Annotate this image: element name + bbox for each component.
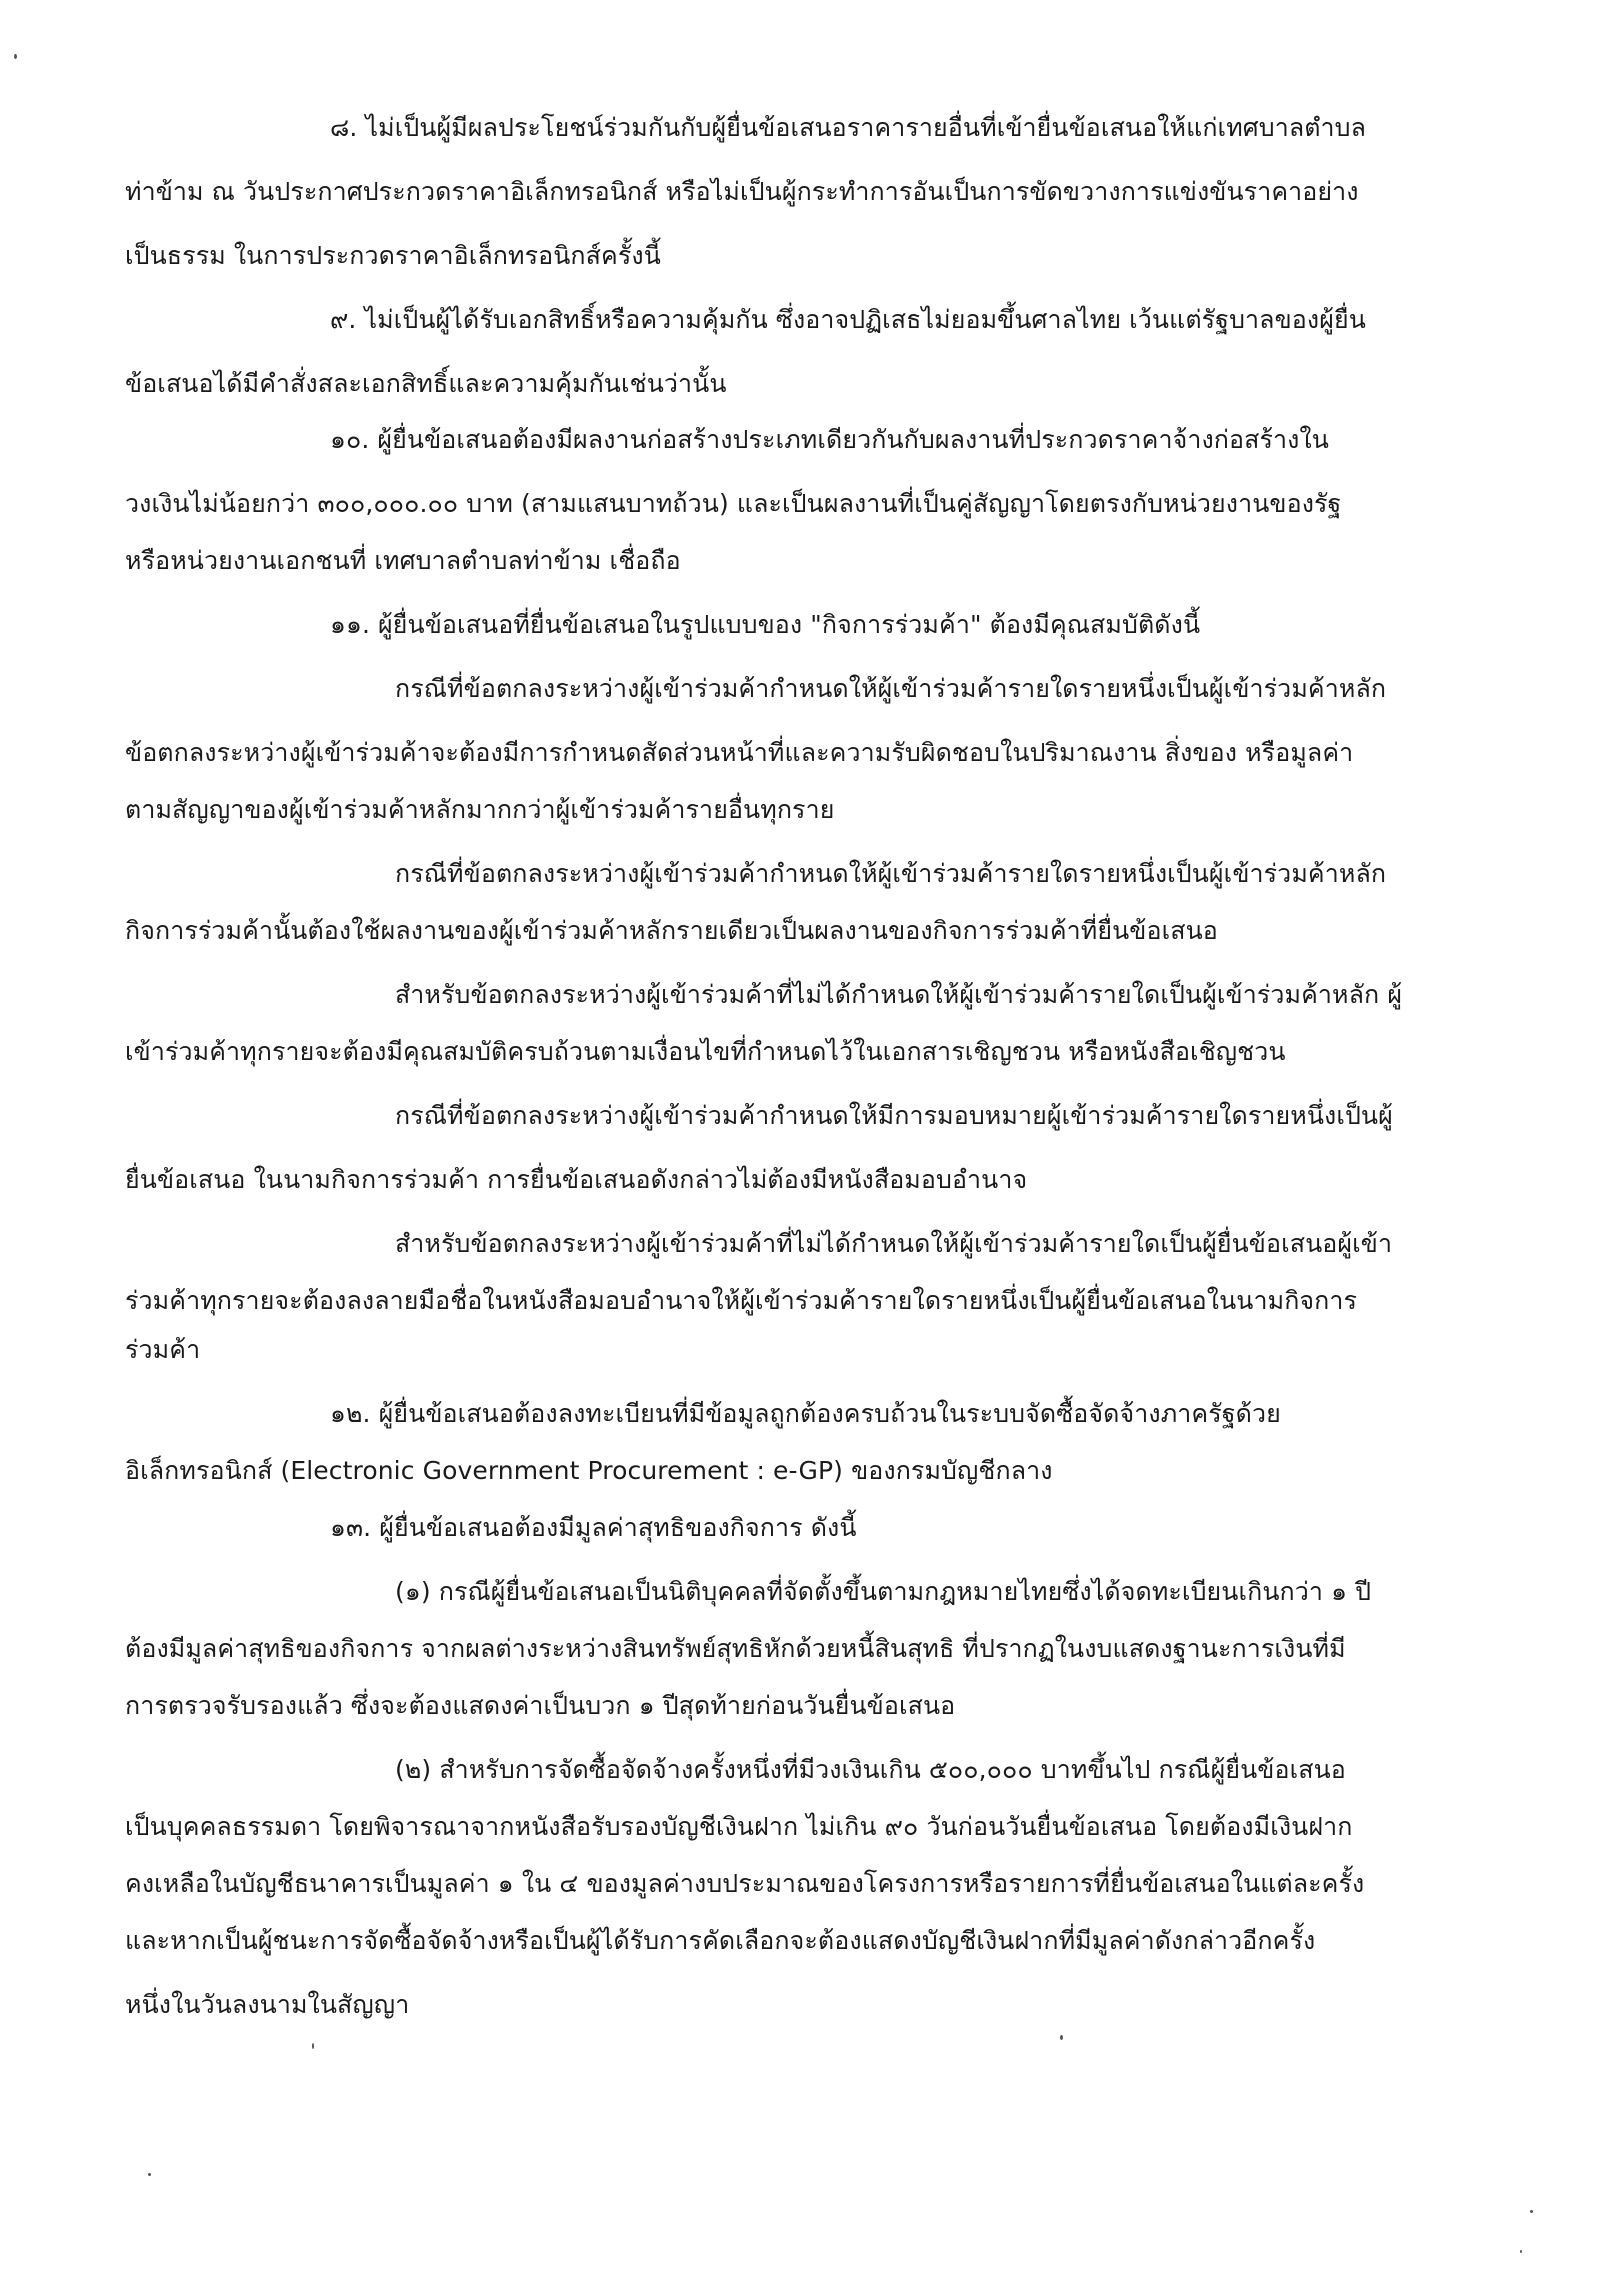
scan-speck	[148, 2173, 151, 2176]
clause-10-line-1: ๑๐. ผู้ยื่นข้อเสนอต้องมีผลงานก่อสร้างประเภทเดียวกันกับผลงานที่ประกวดราคาจ้างก่อสร้างใน	[330, 425, 1329, 454]
clause-11-para-2-line-2: กิจการร่วมค้านั้นต้องใช้ผลงานของผู้เข้าร่วมค้าหลักรายเดียวเป็นผลงานของกิจการร่วมค้าที่ยื่นข้อเสนอ	[125, 916, 1218, 945]
clause-12-line-1: ๑๒. ผู้ยื่นข้อเสนอต้องลงทะเบียนที่มีข้อมูลถูกต้องครบถ้วนในระบบจัดซื้อจัดจ้างภาครัฐด้วย	[330, 1399, 1281, 1428]
clause-13-heading: ๑๓. ผู้ยื่นข้อเสนอต้องมีมูลค่าสุทธิของกิจการ ดังนี้	[330, 1513, 857, 1542]
clause-9-line-2: ข้อเสนอได้มีคำสั่งสละเอกสิทธิ์และความคุ้มกันเช่นว่านั้น	[125, 369, 727, 398]
clause-8-line-1: ๘. ไม่เป็นผู้มีผลประโยชน์ร่วมกันกับผู้ยื่นข้อเสนอราคารายอื่นที่เข้ายื่นข้อเสนอให้แก่เทศบาลตำบล	[330, 113, 1367, 142]
clause-10-line-3: หรือหน่วยงานเอกชนที่ เทศบาลตำบลท่าข้าม เชื่อถือ	[125, 546, 681, 575]
clause-11-para-5-line-2: ร่วมค้าทุกรายจะต้องลงลายมือชื่อในหนังสือมอบอำนาจให้ผู้เข้าร่วมค้ารายใดรายหนึ่งเป็นผู้ยื่นข้อเสนอในนามกิจการ	[125, 1286, 1358, 1315]
clause-11-para-1-line-3: ตามสัญญาของผู้เข้าร่วมค้าหลักมากกว่าผู้เข้าร่วมค้ารายอื่นทุกราย	[125, 795, 835, 824]
clause-13-item-2-line-2: เป็นบุคคลธรรมดา โดยพิจารณาจากหนังสือรับรองบัญชีเงินฝาก ไม่เกิน ๙๐ วันก่อนวันยื่นข้อเสนอ โดยต้องมีเงินฝาก	[125, 1812, 1353, 1841]
clause-11-para-5-line-1: สำหรับข้อตกลงระหว่างผู้เข้าร่วมค้าที่ไม่ได้กำหนดให้ผู้เข้าร่วมค้ารายใดเป็นผู้ยื่นข้อเสนอผู้เข้า	[395, 1229, 1393, 1258]
scan-speck	[1060, 2035, 1063, 2040]
clause-9-line-1: ๙. ไม่เป็นผู้ได้รับเอกสิทธิ์หรือความคุ้มกัน ซึ่งอาจปฏิเสธไม่ยอมขึ้นศาลไทย เว้นแต่รัฐบาลของผู้ยื่น	[330, 305, 1366, 334]
clause-10-line-2: วงเงินไม่น้อยกว่า ๓๐๐,๐๐๐.๐๐ บาท (สามแสนบาทถ้วน) และเป็นผลงานที่เป็นคู่สัญญาโดยตรงกับหน่วยงานของรัฐ	[125, 489, 1342, 518]
scan-speck	[312, 2043, 314, 2049]
clause-11-para-3-line-2: เข้าร่วมค้าทุกรายจะต้องมีคุณสมบัติครบถ้วนตามเงื่อนไขที่กำหนดไว้ในเอกสารเชิญชวน หรือหนังสือเชิญชวน	[125, 1037, 1286, 1066]
scan-speck	[14, 54, 17, 59]
clause-8-line-3: เป็นธรรม ในการประกวดราคาอิเล็กทรอนิกส์ครั้งนี้	[125, 241, 661, 270]
clause-11-para-5-line-3: ร่วมค้า	[125, 1335, 201, 1364]
clause-13-item-2-line-3: คงเหลือในบัญชีธนาคารเป็นมูลค่า ๑ ใน ๔ ของมูลค่างบประมาณของโครงการหรือรายการที่ยื่นข้อเสนอในแต่ละครั้ง	[125, 1869, 1365, 1898]
clause-13-item-1-line-3: การตรวจรับรองแล้ว ซึ่งจะต้องแสดงค่าเป็นบวก ๑ ปีสุดท้ายก่อนวันยื่นข้อเสนอ	[125, 1691, 956, 1720]
clause-11-para-2-line-1: กรณีที่ข้อตกลงระหว่างผู้เข้าร่วมค้ากำหนดให้ผู้เข้าร่วมค้ารายใดรายหนึ่งเป็นผู้เข้าร่วมค้าหลัก	[395, 859, 1387, 888]
clause-11-para-3-line-1: สำหรับข้อตกลงระหว่างผู้เข้าร่วมค้าที่ไม่ได้กำหนดให้ผู้เข้าร่วมค้ารายใดเป็นผู้เข้าร่วมค้าหลัก ผู้	[395, 980, 1403, 1009]
clause-12-line-2: อิเล็กทรอนิกส์ (Electronic Government Procurement : e-GP) ของกรมบัญชีกลาง	[125, 1456, 1053, 1485]
scan-speck	[1530, 2210, 1533, 2213]
clause-8-line-2: ท่าข้าม ณ วันประกาศประกวดราคาอิเล็กทรอนิกส์ หรือไม่เป็นผู้กระทำการอันเป็นการขัดขวางการแข่งขันราคาอย่าง	[125, 177, 1359, 206]
clause-11-para-1-line-2: ข้อตกลงระหว่างผู้เข้าร่วมค้าจะต้องมีการกำหนดสัดส่วนหน้าที่และความรับผิดชอบในปริมาณงาน สิ่งของ หรือมูลค่า	[125, 738, 1354, 767]
scan-speck	[1520, 2250, 1522, 2253]
clause-11-heading: ๑๑. ผู้ยื่นข้อเสนอที่ยื่นข้อเสนอในรูปแบบของ "กิจการร่วมค้า" ต้องมีคุณสมบัติดังนี้	[330, 610, 1201, 639]
clause-11-para-1-line-1: กรณีที่ข้อตกลงระหว่างผู้เข้าร่วมค้ากำหนดให้ผู้เข้าร่วมค้ารายใดรายหนึ่งเป็นผู้เข้าร่วมค้าหลัก	[395, 674, 1387, 703]
clause-11-para-4-line-1: กรณีที่ข้อตกลงระหว่างผู้เข้าร่วมค้ากำหนดให้มีการมอบหมายผู้เข้าร่วมค้ารายใดรายหนึ่งเป็นผู้	[395, 1101, 1393, 1130]
clause-13-item-2-line-5: หนึ่งในวันลงนามในสัญญา	[125, 1990, 410, 2019]
clause-13-item-1-line-1: (๑) กรณีผู้ยื่นข้อเสนอเป็นนิติบุคคลที่จัดตั้งขึ้นตามกฎหมายไทยซึ่งได้จดทะเบียนเกินกว่า ๑ ปี	[395, 1577, 1372, 1606]
clause-13-item-1-line-2: ต้องมีมูลค่าสุทธิของกิจการ จากผลต่างระหว่างสินทรัพย์สุทธิหักด้วยหนี้สินสุทธิ ที่ปรากฏในงบแสดงฐานะการเงินที่มี	[125, 1634, 1346, 1663]
clause-13-item-2-line-4: และหากเป็นผู้ชนะการจัดซื้อจัดจ้างหรือเป็นผู้ได้รับการคัดเลือกจะต้องแสดงบัญชีเงินฝากที่มีมูลค่าดังกล่าวอีกครั้ง	[125, 1926, 1316, 1955]
clause-11-para-4-line-2: ยื่นข้อเสนอ ในนามกิจการร่วมค้า การยื่นข้อเสนอดังกล่าวไม่ต้องมีหนังสือมอบอำนาจ	[125, 1165, 1028, 1194]
clause-13-item-2-line-1: (๒) สำหรับการจัดซื้อจัดจ้างครั้งหนึ่งที่มีวงเงินเกิน ๕๐๐,๐๐๐ บาทขึ้นไป กรณีผู้ยื่นข้อเสนอ	[395, 1755, 1346, 1784]
